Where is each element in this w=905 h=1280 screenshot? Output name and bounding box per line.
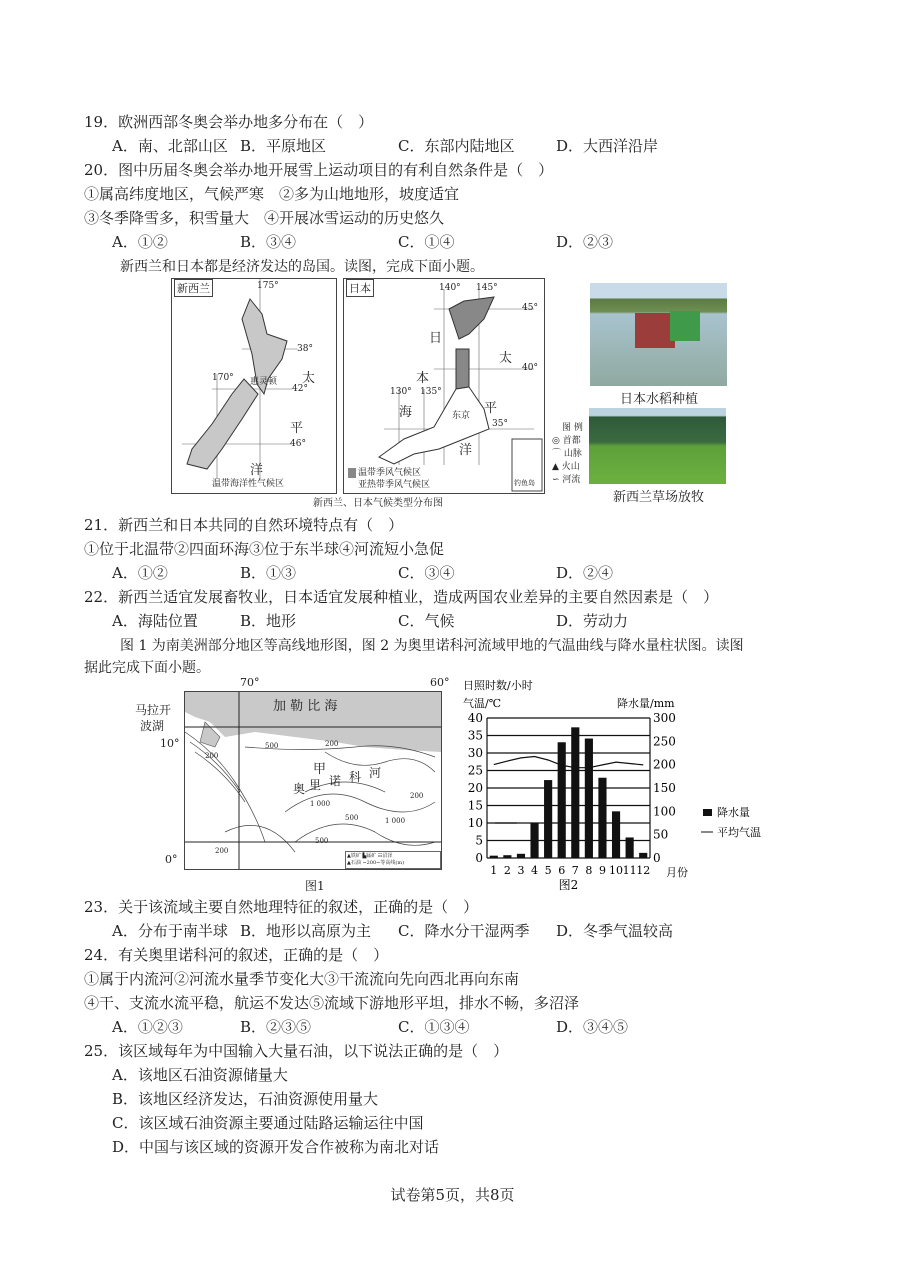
legend-item: ~200~等高线(m): [362, 860, 405, 866]
jp-legend-subtropical: 亚热带季风气候区: [348, 480, 430, 490]
left-axis-title-2: 气温/℃: [463, 697, 502, 710]
ocean-label: 洋: [459, 443, 473, 458]
x-tick-label: 9: [598, 864, 606, 877]
x-tick-label: 6: [558, 864, 566, 877]
left-tick-label: 0: [475, 851, 483, 865]
lat-label: 42°: [292, 384, 308, 394]
precip-bar: [530, 823, 538, 858]
precip-bar: [571, 727, 579, 858]
legend-item: 河流: [562, 475, 581, 485]
volcano-icon: ▲: [552, 462, 559, 472]
q25-stem: 25．该区域每年为中国输入大量石油，以下说法正确的是（ ）: [84, 1042, 509, 1060]
x-tick-label: 1: [490, 864, 498, 877]
contour-label: 200: [205, 752, 219, 760]
right-tick-label: 100: [653, 804, 676, 819]
left-axis-title: 日照时数/小时: [463, 679, 533, 692]
right-tick-label: 50: [653, 827, 669, 842]
right-tick-label: 0: [653, 851, 661, 865]
q21-option-a: A．①②: [112, 564, 168, 582]
q20-statements-2: ③冬季降雪多，积雪量大 ④开展冰雪运动的历史悠久: [84, 209, 445, 227]
q19-option-b: B．平原地区: [240, 137, 327, 155]
ocean-label: 平: [290, 421, 304, 436]
japan-map: [343, 278, 545, 494]
legend-item: ▙锰矿: [362, 853, 377, 859]
left-tick-label: 40: [467, 711, 483, 725]
lat-label: 45°: [522, 303, 538, 313]
fig1-caption: 图1: [305, 879, 325, 893]
sea-label: 海: [399, 405, 413, 420]
figure1-contour-map: [184, 691, 442, 870]
q23-option-c: C．降水分干湿两季: [398, 922, 530, 940]
rice-planting-photo: [590, 283, 727, 386]
map-caption: 新西兰、日本气候类型分布图: [313, 498, 443, 509]
precip-bar: [639, 853, 647, 858]
q20-option-b: B．③④: [240, 233, 297, 251]
q22-option-a: A．海陆位置: [112, 612, 198, 630]
right-tick-label: 150: [653, 781, 676, 795]
fig1-legend: [345, 851, 441, 869]
q20-statements-1: ①属高纬度地区，气候严寒 ②多为山地地形，坡度适宜: [84, 185, 460, 203]
lon-label: 135°: [420, 387, 442, 397]
q22-option-d: D．劳动力: [556, 612, 629, 630]
new-zealand-map: [171, 278, 337, 494]
contour-label: 500: [265, 742, 279, 750]
intro-south-america-2: 据此完成下面小题。: [84, 660, 210, 676]
precip-bar: [558, 742, 566, 858]
legend-item: ☷沼泽: [377, 853, 393, 859]
lat-label: 0°: [165, 853, 178, 866]
q19-option-c: C．东部内陆地区: [398, 137, 515, 155]
left-tick-label: 25: [467, 763, 483, 778]
x-tick-label: 3: [517, 864, 525, 877]
q21-option-b: B．①③: [240, 564, 297, 582]
left-tick-label: 35: [467, 728, 483, 743]
lon-label: 170°: [212, 373, 234, 383]
q23-option-a: A．分布于南半球: [112, 922, 228, 940]
q22-stem: 22．新西兰适宜发展畜牧业，日本适宜发展种植业，造成两国农业差异的主要自然因素是（ ）: [84, 588, 719, 606]
legend-item: 山脉: [563, 449, 582, 459]
q24-option-c: C．①③④: [398, 1018, 470, 1036]
right-tick-label: 300: [653, 711, 676, 725]
legend-item: 火山: [561, 462, 580, 472]
contour-label: 500: [315, 837, 329, 845]
chart-title: 图2: [558, 878, 579, 892]
lon-label: 60°: [430, 676, 450, 689]
lat-label: 35°: [492, 419, 508, 429]
river-label: 河: [369, 766, 382, 780]
ocean-label: 太: [302, 371, 316, 386]
japan-shape: [344, 279, 544, 493]
q24-statements-1: ①属于内流河②河流水量季节变化大③干流流向先向西北再向东南: [84, 970, 520, 988]
capital-label: 东京: [452, 411, 471, 421]
japan-map-title: 日本: [346, 279, 374, 297]
precip-bar: [585, 739, 593, 858]
intro-nz-japan: 新西兰和日本都是经济发达的岛国。读图，完成下面小题。: [120, 259, 484, 275]
q22-option-c: C．气候: [398, 612, 455, 630]
left-tick-label: 15: [467, 798, 483, 813]
contour-label: 200: [215, 847, 229, 855]
caribbean-sea-label: 加 勒 比 海: [273, 699, 338, 714]
q21-option-c: C．③④: [398, 564, 455, 582]
q20-stem: 20．图中历届冬奥会举办地开展雪上运动项目的有利自然条件是（ ）: [84, 161, 554, 179]
q24-option-d: D．③④⑤: [556, 1018, 629, 1036]
inset-label: 钓鱼岛: [514, 479, 535, 487]
x-tick-label: 5: [544, 864, 552, 877]
page-footer: 试卷第5页，共8页: [390, 1186, 515, 1204]
lon-label: 175°: [257, 281, 279, 291]
lon-label: 140°: [439, 283, 461, 293]
q25-option-c: C．该区域石油资源主要通过陆路运输运往中国: [112, 1114, 424, 1132]
ocean-label: 平: [484, 401, 498, 416]
sea-label: 日: [429, 331, 443, 346]
capital-label: 惠灵顿: [250, 377, 278, 387]
q22-option-b: B．地形: [240, 612, 297, 630]
pasture-photo-caption: 新西兰草场放牧: [613, 490, 705, 505]
temperature-line: [494, 757, 643, 768]
river-label: 科: [349, 770, 362, 784]
q25-option-a: A．该地区石油资源储量大: [112, 1066, 288, 1084]
legend-bar-swatch: [703, 809, 712, 816]
precip-bar: [503, 855, 511, 858]
lon-label: 145°: [476, 283, 498, 293]
q24-stem: 24．有关奥里诺科河的叙述，正确的是（ ）: [84, 946, 389, 964]
map-legend: [552, 422, 583, 487]
pasture-photo: [589, 408, 726, 484]
precip-bar: [626, 837, 634, 858]
q19-option-a: A．南、北部山区: [112, 137, 228, 155]
q20-option-c: C．①④: [398, 233, 455, 251]
point-jia-label: 甲: [313, 762, 327, 777]
q20-option-a: A．①②: [112, 233, 168, 251]
q23-option-d: D．冬季气温较高: [556, 922, 674, 940]
river-label: 里: [309, 778, 322, 792]
mountain-icon: ⌒: [552, 449, 562, 459]
river-label: 诺: [329, 774, 342, 788]
x-tick-label: 11: [622, 864, 637, 877]
q24-option-b: B．②③⑤: [240, 1018, 312, 1036]
river-label: 奥: [293, 782, 306, 796]
left-tick-label: 5: [475, 833, 483, 848]
lat-label: 38°: [297, 344, 313, 354]
nz-map-title: 新西兰: [174, 279, 213, 297]
contour-label: 1 000: [310, 800, 331, 808]
legend-item: ▲石油: [347, 860, 361, 866]
q24-statements-2: ④干、支流水流平稳，航运不发达⑤流域下游地形平坦，排水不畅，多沼泽: [84, 994, 580, 1012]
q21-option-d: D．②④: [556, 564, 614, 582]
legend-item: ▲铁矿: [347, 853, 361, 859]
lat-label: 46°: [290, 439, 306, 449]
left-tick-label: 10: [467, 816, 483, 830]
legend-temp: 平均气温: [717, 826, 761, 839]
q21-statements: ①位于北温带②四面环海③位于东半球④河流短小急促: [84, 540, 445, 558]
x-tick-label: 12: [636, 864, 651, 877]
precip-bar: [612, 811, 620, 858]
left-tick-label: 30: [467, 746, 483, 760]
right-tick-label: 250: [653, 734, 676, 749]
x-tick-label: 2: [503, 864, 511, 877]
left-tick-label: 20: [467, 781, 483, 795]
contour-label: 500: [345, 814, 359, 822]
precip-bar: [544, 780, 552, 858]
capital-icon: ◎: [552, 436, 560, 446]
x-tick-label: 10: [609, 864, 624, 877]
jp-legend-temperate: 温带季风气候区: [348, 468, 421, 478]
q25-option-b: B．该地区经济发达，石油资源使用量大: [112, 1090, 379, 1108]
precip-bar: [517, 854, 525, 858]
lake-label: 波湖: [140, 719, 165, 733]
ocean-label: 洋: [250, 463, 264, 478]
x-tick-label: 4: [531, 864, 539, 877]
lon-label: 130°: [390, 387, 412, 397]
contour-label: 200: [325, 740, 339, 748]
river-icon: ∽: [552, 475, 560, 485]
contour-label: 200: [410, 792, 424, 800]
x-tick-label: 8: [585, 864, 593, 877]
ocean-label: 太: [499, 351, 513, 366]
q23-stem: 23．关于该流域主要自然地理特征的叙述，正确的是（ ）: [84, 898, 479, 916]
lake-label: 马拉开: [135, 703, 172, 717]
right-tick-label: 200: [653, 757, 676, 772]
q21-stem: 21．新西兰和日本共同的自然环境特点有（ ）: [84, 516, 404, 534]
legend-item: 首都: [562, 436, 581, 446]
nz-legend: 温带海洋性气候区: [212, 479, 285, 489]
legend-precip: 降水量: [717, 806, 750, 819]
x-tick-label: 7: [571, 864, 579, 877]
lat-label: 40°: [522, 363, 538, 373]
q20-option-d: D．②③: [556, 233, 614, 251]
precip-bar: [490, 856, 498, 858]
q19-option-d: D．大西洋沿岸: [556, 137, 659, 155]
rice-photo-caption: 日本水稻种植: [620, 392, 699, 407]
legend-title: 图 例: [562, 423, 583, 433]
q23-option-b: B．地形以高原为主: [240, 922, 372, 940]
lon-label: 70°: [240, 676, 260, 689]
q24-option-a: A．①②③: [112, 1018, 183, 1036]
precip-bar: [598, 778, 606, 858]
q25-option-d: D．中国与该区域的资源开发合作被称为南北对话: [112, 1138, 440, 1156]
q19-stem: 19．欧洲西部冬奥会举办地多分布在（ ）: [84, 113, 374, 131]
right-axis-title: 降水量/mm: [617, 697, 675, 710]
contour-label: 1 000: [385, 817, 406, 825]
lat-label: 10°: [160, 737, 180, 750]
sea-label: 本: [416, 371, 430, 386]
intro-south-america-1: 图 1 为南美洲部分地区等高线地形图，图 2 为奥里诺科河流域甲地的气温曲线与降水量柱状图。读图: [120, 638, 744, 654]
figure2-climate-chart: [455, 675, 775, 895]
x-axis-label: 月份: [666, 866, 688, 879]
